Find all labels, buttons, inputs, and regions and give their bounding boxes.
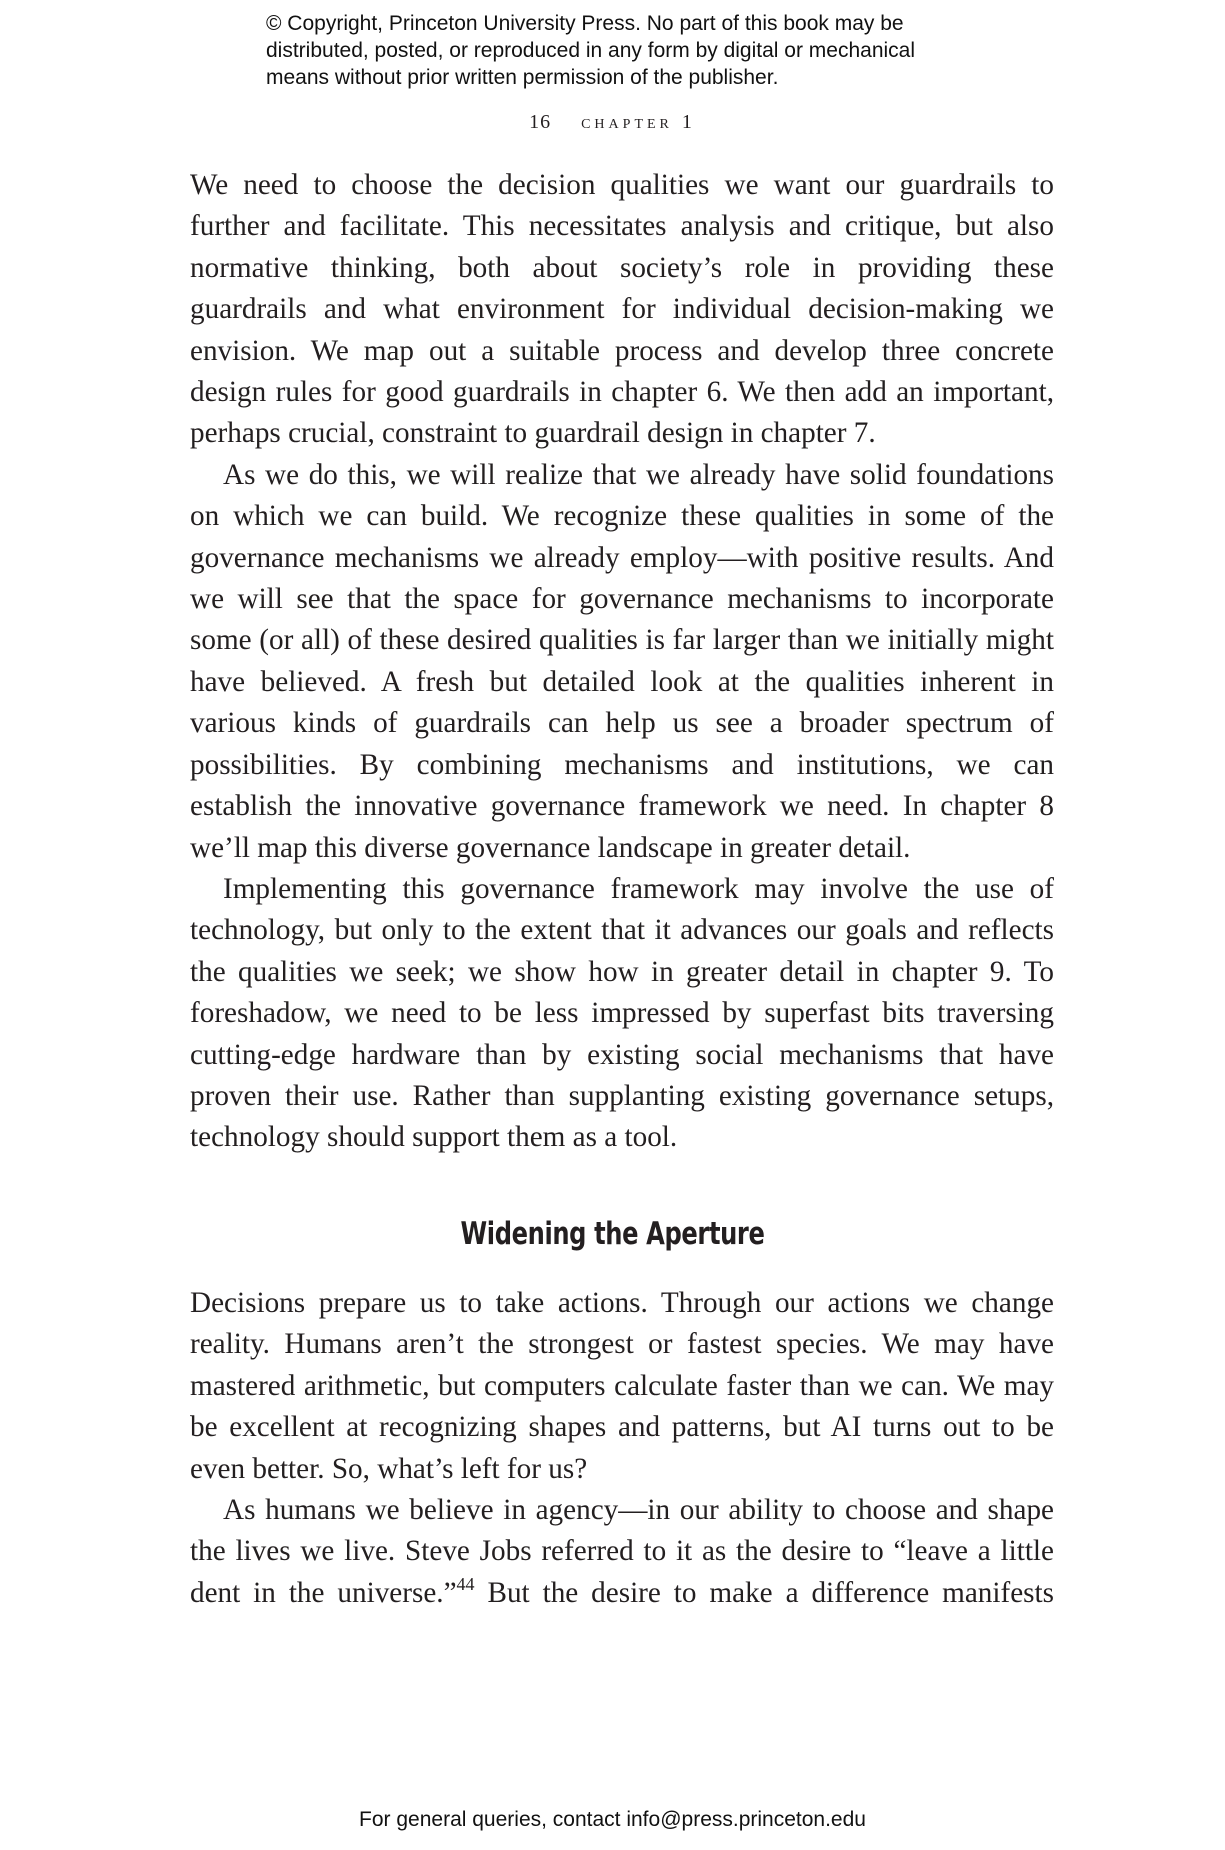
- paragraph: Decisions prepare us to take actions. Through our actions we change reality. Humans aren’t the strongest or fastest species. We may have mastered arithmetic, but computers calculate faster than we can. We may be excellent at recognizing shapes and patterns, but AI turns out to be even better. So, what’s left for us?: [190, 1287, 1054, 1485]
- paragraph-text: But the desire to make a difference manifests: [474, 1576, 1054, 1609]
- paragraph: [190, 1490, 1054, 1614]
- copyright-notice: [266, 10, 966, 91]
- footer-contact: For general queries, contact info@press.princeton.edu: [359, 1808, 866, 1831]
- chapter-label: chapter 1: [581, 111, 696, 133]
- paragraph-text: As humans we believe in agency—in our ability to choose and shape the lives we live. Steve Jobs referred to it as the desire to “leave a little dent in the universe.”: [190, 1494, 1054, 1609]
- running-head: [0, 111, 1225, 134]
- section-body: [190, 1283, 1054, 1614]
- section-body: [190, 165, 1054, 1159]
- copyright-line: distributed, posted, or reproduced in any form by digital or mechanical: [266, 39, 916, 62]
- copyright-line: means without prior written permission of the publisher.: [266, 66, 779, 89]
- section-heading: Widening the Aperture: [460, 1216, 765, 1252]
- copyright-line: © Copyright, Princeton University Press. No part of this book may be: [266, 12, 904, 35]
- paragraph: Implementing this governance framework may involve the use of technology, but only to the extent that it advances our goals and reflects the qualities we seek; we show how in greater detail in chapter 9. To foreshadow, we need to be less impressed by superfast bits traversing cutting-edge hardware than by existing social mechanisms that have proven their use. Rather than supplanting existing governance setups, technology should support them as a tool.: [190, 872, 1054, 1154]
- footnote-reference[interactable]: 44: [456, 1573, 475, 1594]
- paragraph: We need to choose the decision qualities we want our guardrails to further and facilitate. This necessitates analysis and critique, but also normative thinking, both about society’s role in providing these guardrails and what environment for individual decision-making we envision. We map out a suitable process and develop three concrete design rules for good guardrails in chapter 6. We then add an important, perhaps crucial, constraint to guardrail design in chapter 7.: [190, 169, 1054, 450]
- page-number: 16: [529, 111, 552, 133]
- paragraph: As we do this, we will realize that we already have solid foundations on which we can build. We recognize these qualities in some of the governance mechanisms we already employ—with positive results. And we will see that the space for governance mechanisms to incorporate some (or all) of these desired qualities is far larger than we initially might have believed. A fresh but detailed look at the qualities inherent in various kinds of guardrails can help us see a broader spectrum of possibilities. By combining mechanisms and institutions, we can establish the innovative governance framework we need. In chapter 8 we’ll map this diverse governance landscape in greater detail.: [190, 458, 1054, 864]
